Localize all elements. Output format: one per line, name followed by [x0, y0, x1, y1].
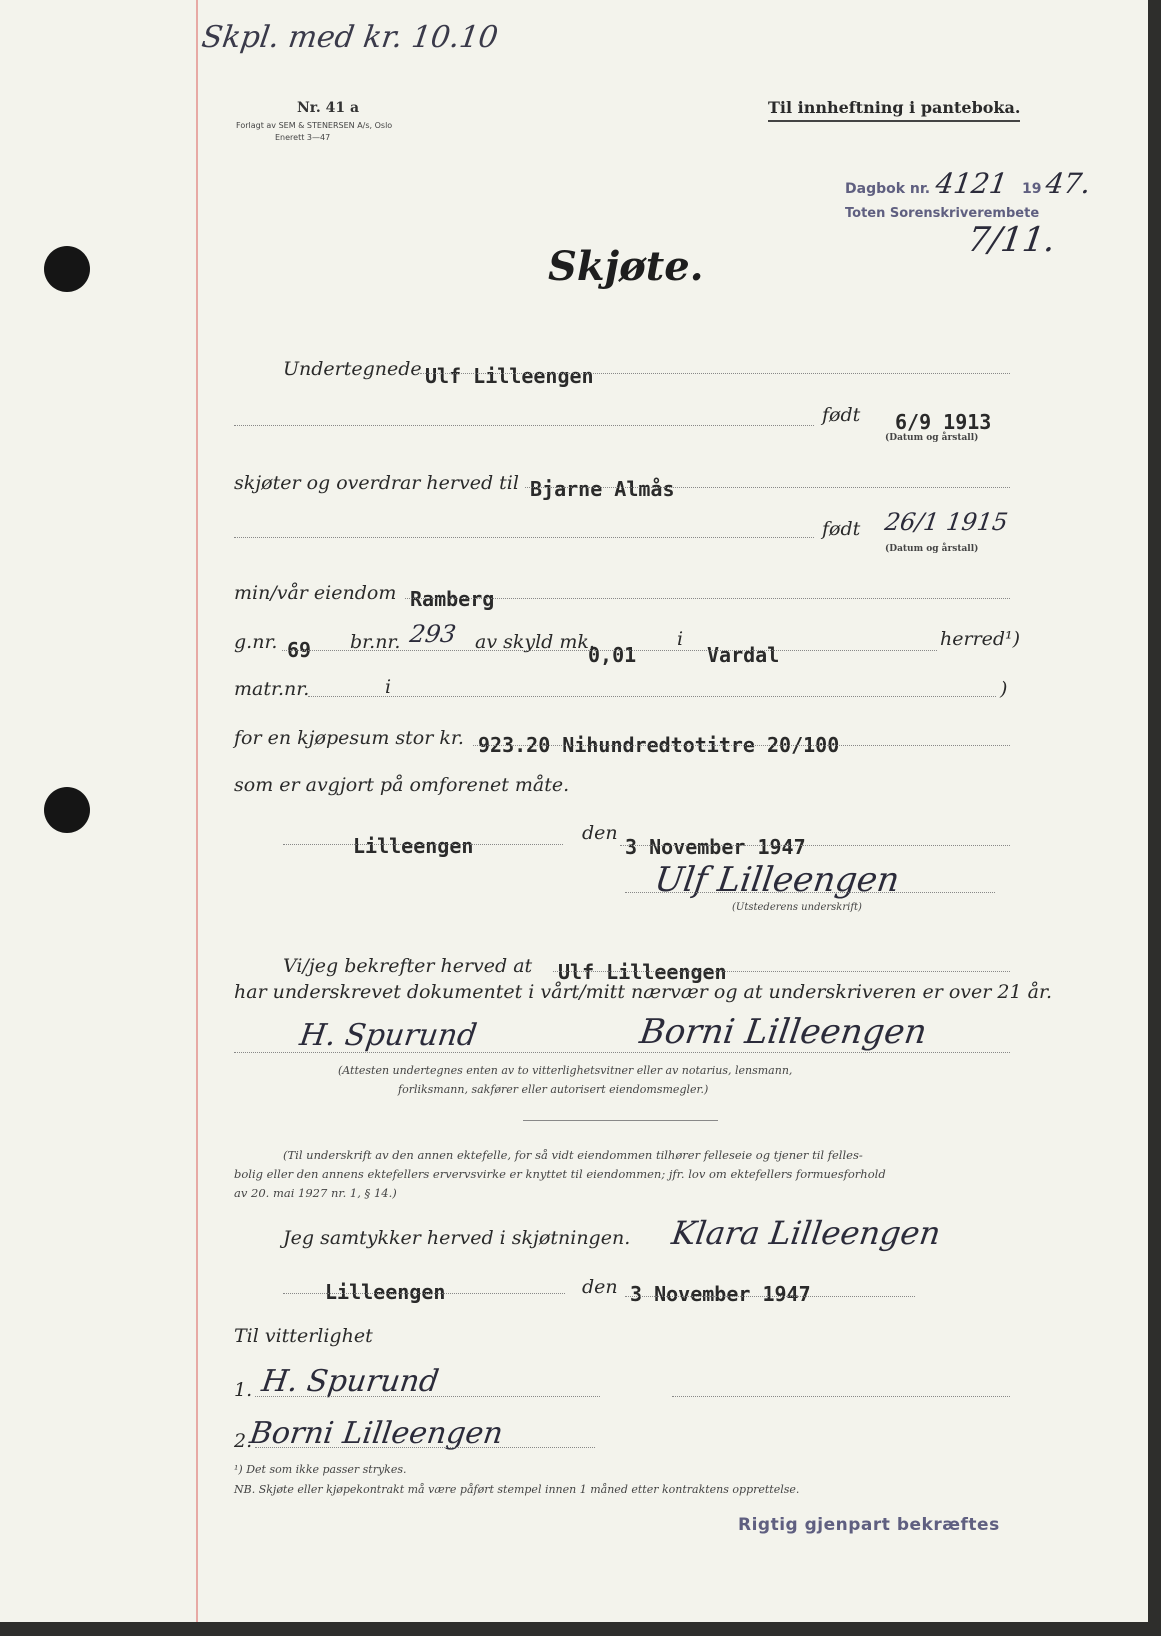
buyer-born-label: født [822, 518, 861, 540]
consent-signature: Klara Lilleengen [669, 1214, 943, 1252]
gnr-value: 69 [287, 638, 312, 662]
form-number: Nr. 41 a [297, 100, 360, 116]
matr-line [308, 696, 996, 697]
dagbok-label: Dagbok nr. [845, 181, 931, 197]
seller-born-label: født [822, 404, 861, 426]
witness-1-extra-line [672, 1396, 1010, 1397]
price-settled: som er avgjort på omforenet måte. [234, 774, 570, 796]
attest-witness-2-signature: Borni Lilleengen [637, 1012, 930, 1052]
document-title: Skjøte. [548, 243, 704, 290]
spouse-date-line [625, 1296, 915, 1297]
property-line [405, 598, 1010, 599]
punch-hole-bottom [44, 787, 90, 833]
buyer-date-note: (Datum og årstall) [885, 544, 979, 554]
consent-label: Jeg samtykker herved i skjøtningen. [283, 1227, 631, 1249]
seller-date-note: (Datum og årstall) [885, 433, 979, 443]
signing-date: 3 November 1947 [625, 835, 806, 859]
buyer-label: skjøter og overdrar herved til [234, 472, 519, 494]
witness-2-line [255, 1447, 595, 1448]
seller-name: Ulf Lilleengen [425, 364, 594, 388]
price-label: for en kjøpesum stor kr. [234, 727, 464, 749]
property-label: min/vår eiendom [234, 582, 397, 604]
matr-label: matr.nr. [234, 678, 310, 700]
dagbok-number: 4121 [933, 167, 1010, 200]
witness-number-2: 2. [234, 1430, 253, 1452]
gnr-label: g.nr. [234, 631, 278, 653]
handwritten-fee-note: Skpl. med kr. 10.10 [199, 20, 501, 55]
attest-signature-line [234, 1052, 1010, 1053]
herred-i-label: i [677, 628, 684, 650]
margin-line [196, 0, 198, 1622]
brnr-label: br.nr. [350, 631, 401, 653]
attest-note-2: forliksmann, sakfører eller autorisert eiendomsmegler.) [398, 1083, 709, 1096]
buyer-blank-line [234, 537, 814, 538]
spouse-place-line [283, 1293, 565, 1294]
witness-1-line [255, 1396, 600, 1397]
spouse-note-2: bolig eller den annens ektefellers ervervsvirke er knyttet til eiendommen; jfr. lov om ektefellers formuesforhold [234, 1167, 886, 1181]
dagbok-year-prefix: 19 [1022, 181, 1042, 197]
skyld-value: 0,01 [588, 643, 637, 667]
herred-value: Vardal [707, 643, 780, 667]
attest-name: Ulf Lilleengen [558, 960, 727, 984]
price-amount: 923.20 Nihundredtotitre 20/100 [478, 733, 840, 757]
matr-i-label: i [385, 676, 392, 698]
office-stamp: Toten Sorenskriverembete [845, 206, 1040, 221]
publisher-line-1: Forlagt av SEM & STENERSEN A/s, Oslo [236, 121, 393, 130]
witness-2-signature: Borni Lilleengen [247, 1416, 506, 1451]
spouse-note-3: av 20. mai 1927 nr. 1, § 14.) [234, 1186, 397, 1200]
witnesses-label: Til vitterlighet [234, 1325, 373, 1347]
signing-den: den [582, 822, 618, 844]
attest-statement: har underskrevet dokumentet i vårt/mitt nærvær og at underskriveren er over 21 år. [234, 981, 1052, 1003]
stamp-handwritten-date: 7/11. [965, 220, 1058, 260]
buyer-born-date: 26/1 1915 [883, 508, 1010, 536]
buyer-name-line [525, 487, 1010, 488]
spouse-place: Lilleengen [325, 1280, 446, 1304]
skyld-label: av skyld mk. [475, 631, 595, 653]
nb-note: NB. Skjøte eller kjøpekontrakt må være påført stempel innen 1 måned etter kontraktens opprettelse. [234, 1483, 800, 1496]
attest-note-1: (Attesten undertegnes enten av to vitterlighetsvitner eller av notarius, lensmann, [338, 1064, 793, 1077]
attest-label: Vi/jeg bekrefter herved at [283, 955, 533, 977]
price-line [473, 745, 1010, 746]
seller-signature: Ulf Lilleengen [652, 860, 902, 900]
attest-line [553, 971, 1010, 972]
filing-note: Til innheftning i panteboka. [768, 98, 1020, 122]
signature-line [625, 892, 995, 893]
signing-date-line [620, 845, 1010, 846]
spouse-note-1: (Til underskrift av den annen ektefelle, for så vidt eiendommen tilhører felleseie og tjener til felles- [283, 1148, 863, 1162]
seller-born-date: 6/9 1913 [895, 410, 992, 434]
certification-stamp: Rigtig gjenpart bekræftes [738, 1515, 1000, 1535]
brnr-value: 293 [408, 620, 458, 648]
publisher-line-2: Enerett 3—47 [275, 133, 331, 142]
signature-note: (Utstederens underskrift) [732, 902, 862, 913]
witness-1-signature: H. Spurund [259, 1364, 441, 1399]
seller-label: Undertegnede [283, 358, 422, 380]
signing-place: Lilleengen [353, 834, 474, 858]
matr-close: ) [1000, 678, 1008, 700]
witness-number-1: 1. [234, 1379, 253, 1401]
spouse-den: den [582, 1276, 618, 1298]
section-divider [523, 1120, 718, 1121]
signing-place-line [283, 844, 563, 845]
gnr-line [282, 650, 937, 651]
seller-name-line [420, 373, 1010, 374]
buyer-name: Bjarne Almås [530, 477, 675, 501]
attest-witness-1-signature: H. Spurund [297, 1018, 479, 1053]
dagbok-year-suffix: 47. [1043, 167, 1093, 200]
herred-label: herred¹) [940, 628, 1021, 650]
seller-blank-line [234, 425, 814, 426]
punch-hole-top [44, 246, 90, 292]
spouse-date: 3 November 1947 [630, 1282, 811, 1306]
footnote: ¹) Det som ikke passer strykes. [234, 1463, 407, 1476]
property-name: Ramberg [410, 587, 495, 611]
